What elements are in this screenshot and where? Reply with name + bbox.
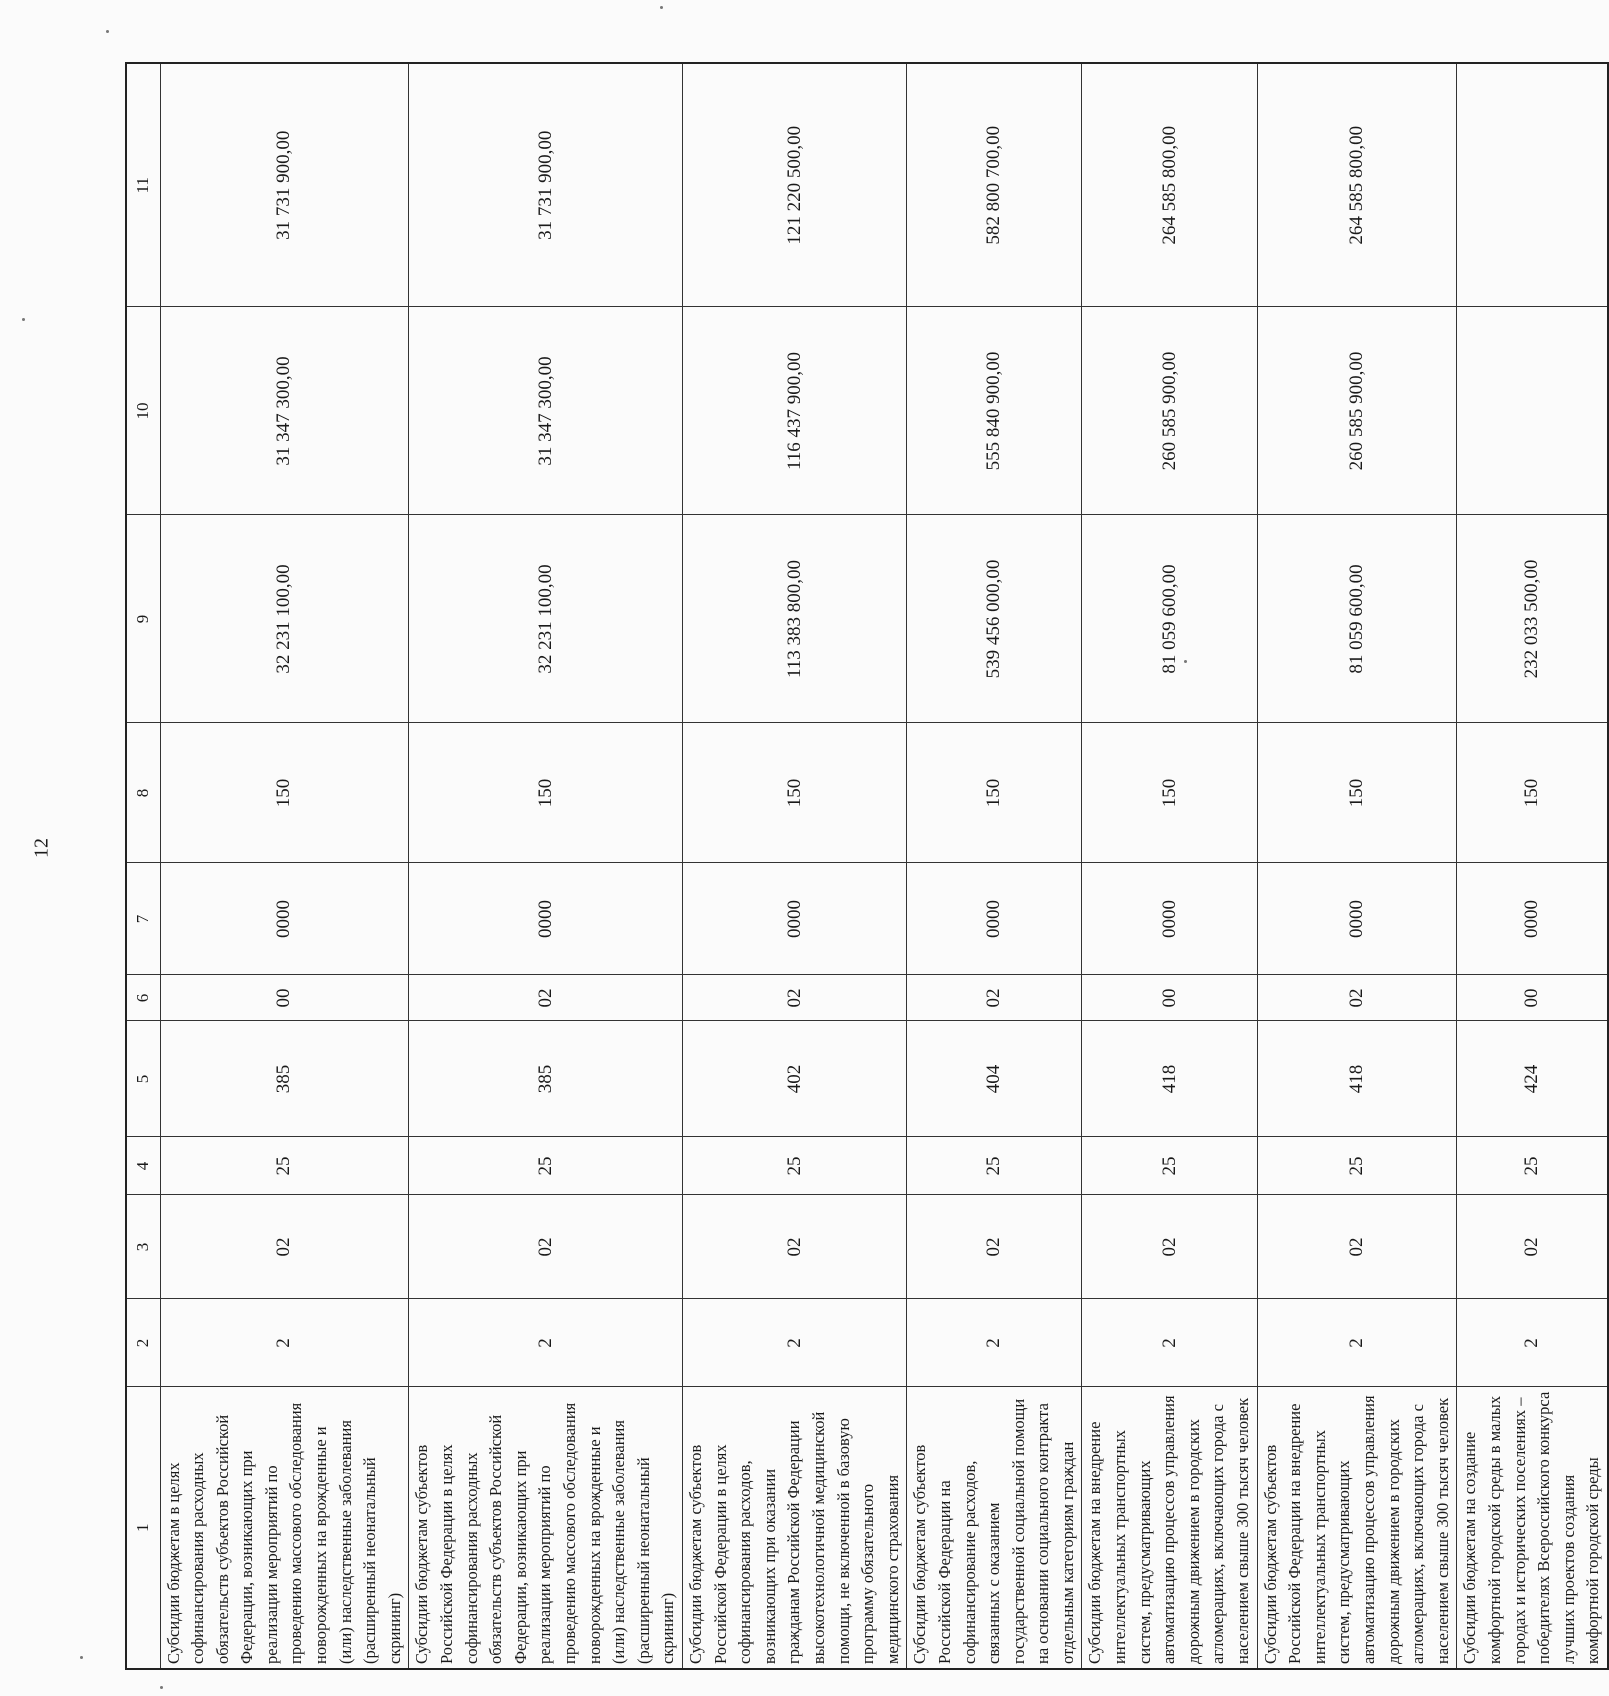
budget-subsidies-table [125, 62, 1609, 1670]
subsidy-name: Субсидии бюджетам в целях софинансирования расходных обязательств субъектов Российской Федерации, возникающих при реализации мероприятий по проведению массового обследования новорожденных на врожденные и (или) наследственные заболевания (расширенный неонатальный скрининг) [160, 1387, 409, 1669]
code-cell: 150 [160, 723, 409, 863]
amount-cell: 31 731 900,00 [160, 63, 409, 307]
table-row [907, 63, 1082, 1669]
amount-cell: 113 383 800,00 [682, 515, 906, 723]
header-row [126, 63, 160, 1669]
table-row [1457, 63, 1608, 1669]
code-cell: 150 [1082, 723, 1257, 863]
code-cell: 0000 [160, 863, 409, 975]
code-cell: 02 [682, 1195, 906, 1299]
header-cell: 7 [126, 863, 160, 975]
code-cell: 02 [409, 1195, 683, 1299]
code-cell: 150 [1457, 723, 1608, 863]
amount-cell: 232 033 500,00 [1457, 515, 1608, 723]
code-cell: 2 [907, 1299, 1082, 1387]
amount-cell: 264 585 800,00 [1257, 63, 1457, 307]
code-cell: 25 [160, 1137, 409, 1195]
amount-cell: 116 437 900,00 [682, 307, 906, 515]
code-cell: 2 [1082, 1299, 1257, 1387]
amount-cell: 555 840 900,00 [907, 307, 1082, 515]
header-cell: 10 [126, 307, 160, 515]
amount-cell: 260 585 900,00 [1257, 307, 1457, 515]
amount-cell: 31 347 300,00 [409, 307, 683, 515]
code-cell: 385 [409, 1021, 683, 1137]
amount-cell: 582 800 700,00 [907, 63, 1082, 307]
table-row [1257, 63, 1457, 1669]
code-cell: 0000 [1257, 863, 1457, 975]
header-cell: 5 [126, 1021, 160, 1137]
code-cell: 25 [907, 1137, 1082, 1195]
table-row [160, 63, 409, 1669]
header-cell: 4 [126, 1137, 160, 1195]
page-number: 12 [30, 838, 53, 858]
code-cell: 02 [1257, 975, 1457, 1021]
code-cell: 2 [1457, 1299, 1608, 1387]
subsidy-name: Субсидии бюджетам на внедрение интеллектуальных транспортных систем, предусматривающих автоматизацию процессов управления дорожным движением в городских агломерациях, включающих города с населением свыше 300 тысяч человек [1082, 1387, 1257, 1669]
code-cell: 150 [682, 723, 906, 863]
code-cell: 00 [160, 975, 409, 1021]
code-cell: 0000 [1082, 863, 1257, 975]
amount-cell: 121 220 500,00 [682, 63, 906, 307]
code-cell: 2 [682, 1299, 906, 1387]
code-cell: 150 [1257, 723, 1457, 863]
header-cell: 8 [126, 723, 160, 863]
code-cell: 25 [1257, 1137, 1457, 1195]
scan-speck [1184, 660, 1187, 663]
code-cell: 150 [409, 723, 683, 863]
header-cell: 6 [126, 975, 160, 1021]
code-cell: 00 [1082, 975, 1257, 1021]
code-cell: 25 [1457, 1137, 1608, 1195]
amount-cell: 32 231 100,00 [409, 515, 683, 723]
code-cell: 0000 [409, 863, 683, 975]
header-cell: 1 [126, 1387, 160, 1669]
table-row [409, 63, 683, 1669]
code-cell: 150 [907, 723, 1082, 863]
table-row [682, 63, 906, 1669]
code-cell: 418 [1257, 1021, 1457, 1137]
scan-speck [106, 30, 109, 33]
code-cell: 02 [409, 975, 683, 1021]
amount-cell: 539 456 000,00 [907, 515, 1082, 723]
code-cell: 25 [682, 1137, 906, 1195]
scan-speck [22, 318, 25, 321]
amount-cell: 31 731 900,00 [409, 63, 683, 307]
amount-cell: 31 347 300,00 [160, 307, 409, 515]
code-cell: 02 [1082, 1195, 1257, 1299]
code-cell: 00 [1457, 975, 1608, 1021]
code-cell: 402 [682, 1021, 906, 1137]
code-cell: 2 [409, 1299, 683, 1387]
subsidy-name: Субсидии бюджетам субъектов Российской Федерации в целях софинансирования расходов, возникающих при оказании гражданам Российской Федерации высокотехнологичной медицинской помощи, не включенной в базовую программу обязательного медицинского страхования [682, 1387, 906, 1669]
code-cell: 02 [1257, 1195, 1457, 1299]
code-cell: 0000 [682, 863, 906, 975]
code-cell: 25 [1082, 1137, 1257, 1195]
amount-cell [1457, 63, 1608, 307]
code-cell: 02 [907, 975, 1082, 1021]
subsidy-name: Субсидии бюджетам на создание комфортной городской среды в малых городах и исторических поселениях – победителях Всероссийского конкурса лучших проектов создания комфортной городской среды [1457, 1387, 1608, 1669]
code-cell: 25 [409, 1137, 683, 1195]
header-cell: 3 [126, 1195, 160, 1299]
code-cell: 02 [1457, 1195, 1608, 1299]
subsidy-name: Субсидии бюджетам субъектов Российской Федерации в целях софинансирования расходных обязательств субъектов Российской Федерации, возникающих при реализации мероприятий по проведению массового обследования новорожденных на врожденные и (или) наследственные заболевания (расширенный неонатальный скрининг) [409, 1387, 683, 1669]
scan-speck [660, 6, 663, 9]
code-cell: 2 [160, 1299, 409, 1387]
subsidy-name: Субсидии бюджетам субъектов Российской Федерации на внедрение интеллектуальных транспортных систем, предусматривающих автоматизацию процессов управления дорожным движением в городских агломерациях, включающих города с населением свыше 300 тысяч человек [1257, 1387, 1457, 1669]
header-cell: 2 [126, 1299, 160, 1387]
amount-cell [1457, 307, 1608, 515]
code-cell: 0000 [1457, 863, 1608, 975]
amount-cell: 81 059 600,00 [1257, 515, 1457, 723]
scan-speck [160, 1686, 163, 1689]
code-cell: 02 [907, 1195, 1082, 1299]
code-cell: 02 [160, 1195, 409, 1299]
code-cell: 2 [1257, 1299, 1457, 1387]
header-cell: 9 [126, 515, 160, 723]
rotated-page-content [125, 64, 1603, 1670]
code-cell: 02 [682, 975, 906, 1021]
table-row [1082, 63, 1257, 1669]
header-cell: 11 [126, 63, 160, 307]
code-cell: 418 [1082, 1021, 1257, 1137]
subsidy-name: Субсидии бюджетам субъектов Российской Федерации на софинансирование расходов, связанных с оказанием государственной социальной помощи на основании социального контракта отдельным категориям граждан [907, 1387, 1082, 1669]
code-cell: 0000 [907, 863, 1082, 975]
scan-speck [80, 1656, 83, 1659]
amount-cell: 32 231 100,00 [160, 515, 409, 723]
code-cell: 424 [1457, 1021, 1608, 1137]
amount-cell: 260 585 900,00 [1082, 307, 1257, 515]
code-cell: 404 [907, 1021, 1082, 1137]
code-cell: 385 [160, 1021, 409, 1137]
amount-cell: 264 585 800,00 [1082, 63, 1257, 307]
amount-cell: 81 059 600,00 [1082, 515, 1257, 723]
